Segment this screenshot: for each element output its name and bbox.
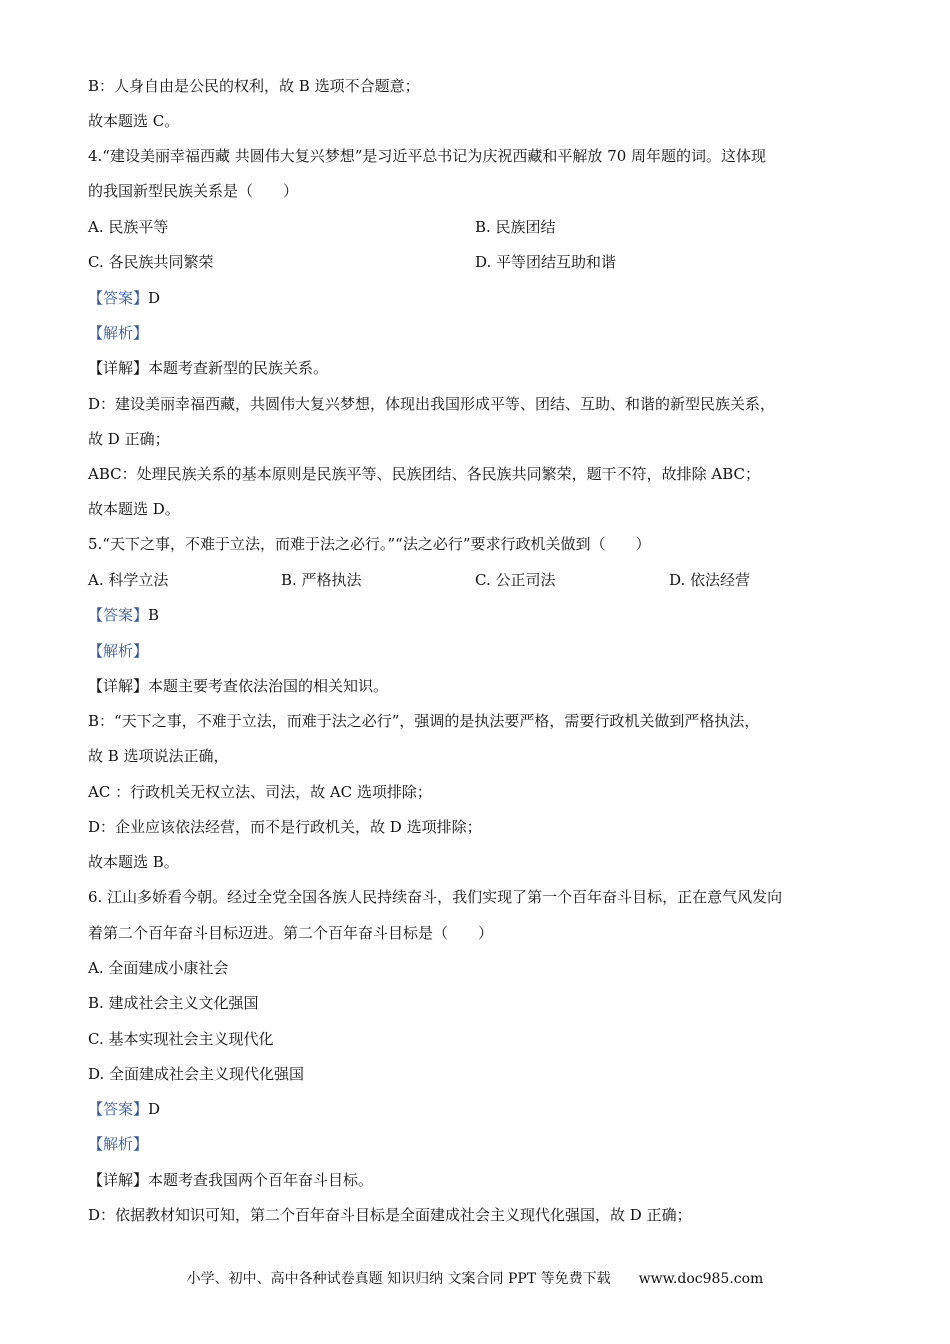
text-line: 故本题选 D。 xyxy=(88,500,180,518)
text-line: D：建设美丽幸福西藏，共圆伟大复兴梦想，体现出我国形成平等、团结、互助、和谐的新型民族关系， xyxy=(88,395,776,413)
q5-analysis-tag xyxy=(88,641,148,661)
analysis-tag: 【解析】 xyxy=(88,642,149,660)
q4-option-c: C. 各民族共同繁荣 xyxy=(88,253,214,271)
detail-text: 本题考查新型的民族关系。 xyxy=(148,359,329,377)
text-line: 故本题选 B。 xyxy=(88,853,179,871)
text-line: ABC：处理民族关系的基本原则是民族平等、民族团结、各民族共同繁荣，题干不符，故排除 ABC； xyxy=(88,465,760,483)
answer-value: D xyxy=(148,1100,161,1118)
analysis-tag: 【解析】 xyxy=(88,1135,149,1153)
q5-option-d: D. 依法经营 xyxy=(669,571,751,589)
q6-option-b: B. 建成社会主义文化强国 xyxy=(88,994,259,1012)
analysis-tag: 【解析】 xyxy=(88,324,149,342)
q6-option-a: A. 全面建成小康社会 xyxy=(88,959,229,977)
detail-text: 本题主要考查依法治国的相关知识。 xyxy=(148,677,389,695)
q5-option-a: A. 科学立法 xyxy=(88,571,169,589)
answer-tag: 【答案】 xyxy=(88,289,149,307)
q6-option-c: C. 基本实现社会主义现代化 xyxy=(88,1030,274,1048)
q6-detail xyxy=(88,1170,373,1190)
q5-answer xyxy=(88,605,159,625)
text-line: D：企业应该依法经营，而不是行政机关，故 D 选项排除； xyxy=(88,818,482,836)
footer-link[interactable]: www.doc985.com xyxy=(638,1271,764,1287)
q6-analysis-tag xyxy=(88,1134,148,1154)
detail-tag: 【详解】 xyxy=(88,677,149,695)
text-line: B：“天下之事，不难于立法，而难于法之必行”，强调的是执法要严格，需要行政机关做到严格执法， xyxy=(88,712,760,730)
text-line: 故 D 正确； xyxy=(88,430,170,448)
detail-tag: 【详解】 xyxy=(88,1171,149,1189)
q5-option-c: C. 公正司法 xyxy=(475,571,556,589)
q4-analysis-tag xyxy=(88,323,148,343)
text-line: 故 B 选项说法正确， xyxy=(88,747,229,765)
text-line: 故本题选 C。 xyxy=(88,112,180,130)
q4-answer xyxy=(88,288,160,308)
question-6-stem-cont: 着第二个百年奋斗目标迈进。第二个百年奋斗目标是（ ） xyxy=(88,924,494,942)
detail-tag: 【详解】 xyxy=(88,359,149,377)
q4-detail xyxy=(88,358,328,378)
text-line: AC ：行政机关无权立法、司法，故 AC 选项排除； xyxy=(88,783,432,801)
q4-option-a: A. 民族平等 xyxy=(88,218,169,236)
answer-tag: 【答案】 xyxy=(88,1100,149,1118)
q6-answer xyxy=(88,1099,160,1119)
q4-option-b: B. 民族团结 xyxy=(475,218,556,236)
q5-detail xyxy=(88,676,388,696)
q4-option-d: D. 平等团结互助和谐 xyxy=(475,253,617,271)
question-4-stem: 4.“建设美丽幸福西藏 共圆伟大复兴梦想”是习近平总书记为庆祝西藏和平解放 70 周年题的词。这体现 xyxy=(88,147,767,165)
answer-value: B xyxy=(148,606,160,624)
text-line: B：人身自由是公民的权利，故 B 选项不合题意； xyxy=(88,77,420,95)
q5-option-b: B. 严格执法 xyxy=(281,571,362,589)
question-6-stem: 6. 江山多娇看今朝。经过全党全国各族人民持续奋斗，我们实现了第一个百年奋斗目标，正在意气风发向 xyxy=(88,888,783,906)
question-5-stem: 5.“天下之事，不难于立法，而难于法之必行。”“法之必行”要求行政机关做到（ ） xyxy=(88,535,651,553)
question-4-stem-cont: 的我国新型民族关系是（ ） xyxy=(88,182,299,200)
answer-tag: 【答案】 xyxy=(88,606,149,624)
footer-text: 小学、初中、高中各种试卷真题 知识归纳 文案合同 PPT 等免费下载 xyxy=(186,1271,611,1287)
page-footer xyxy=(0,1269,950,1289)
detail-text: 本题考查我国两个百年奋斗目标。 xyxy=(148,1171,374,1189)
q6-option-d: D. 全面建成社会主义现代化强国 xyxy=(88,1065,305,1083)
answer-value: D xyxy=(148,289,161,307)
text-line: D：依据教材知识可知，第二个百年奋斗目标是全面建成社会主义现代化强国，故 D 正确； xyxy=(88,1206,692,1224)
